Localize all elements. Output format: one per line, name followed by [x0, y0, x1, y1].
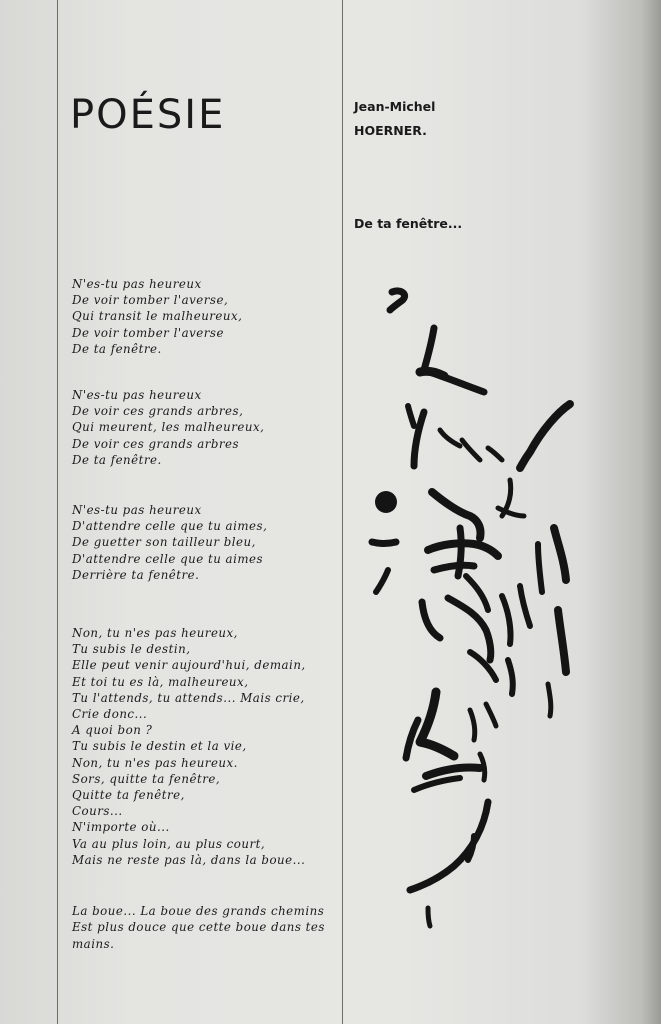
author-block — [354, 95, 435, 143]
poem-line: D'attendre celle que tu aimes — [72, 551, 264, 566]
poem-text — [72, 276, 340, 952]
calligraphic-brush-drawing — [362, 280, 592, 930]
poem-line: Non, tu n'es pas heureux. — [72, 755, 238, 770]
poem-line: Et toi tu es là, malheureux, — [72, 674, 249, 689]
poem-line: De voir ces grands arbres — [72, 436, 240, 451]
poem-line: De voir tomber l'averse — [72, 325, 224, 340]
poem-line: De guetter son tailleur bleu, — [72, 535, 256, 550]
poem-line: Tu subis le destin et la vie, — [72, 739, 247, 754]
poem-line: mains. — [72, 936, 115, 951]
poem-line: De ta fenêtre. — [72, 452, 162, 467]
column-divider — [342, 0, 343, 1024]
stanza-1 — [72, 276, 340, 357]
stanza-5 — [72, 903, 340, 952]
stanza-2 — [72, 387, 340, 468]
poem-line: D'attendre celle que tu aimes, — [72, 519, 268, 534]
poem-line: La boue... La boue des grands chemins — [72, 904, 325, 919]
poem-line: Mais ne reste pas là, dans la boue... — [72, 852, 306, 867]
poem-line: Quitte ta fenêtre, — [72, 788, 185, 803]
poem-line: N'es-tu pas heureux — [72, 277, 202, 291]
left-rule — [57, 0, 58, 1024]
poem-line: De voir ces grands arbres, — [72, 404, 244, 419]
poem-line: Cours... — [72, 804, 123, 819]
poem-line: N'es-tu pas heureux — [72, 388, 202, 403]
poem-line: Derrière ta fenêtre. — [72, 567, 200, 582]
poem-line: Non, tu n'es pas heureux, — [72, 626, 238, 641]
poem-line: N'es-tu pas heureux — [72, 503, 202, 518]
poem-line: A quoi bon ? — [72, 723, 153, 738]
poem-line: Qui transit le malheureux, — [72, 309, 243, 324]
poem-line: Qui meurent, les malheureux, — [72, 420, 265, 435]
stanza-4 — [72, 625, 340, 868]
poem-title: De ta fenêtre... — [354, 216, 463, 231]
poem-line: Est plus douce que cette boue dans tes — [72, 920, 325, 935]
poem-line: Elle peut venir aujourd'hui, demain, — [72, 658, 306, 673]
author-last-name: HOERNER. — [354, 123, 427, 138]
poem-line: Crie donc... — [72, 707, 148, 722]
poem-line: Va au plus loin, au plus court, — [72, 836, 266, 851]
poem-line: Tu l'attends, tu attends... Mais crie, — [72, 690, 305, 705]
poem-line: De ta fenêtre. — [72, 341, 162, 356]
poem-line: Sors, quitte ta fenêtre, — [72, 771, 221, 786]
poem-line: N'importe où... — [72, 820, 170, 835]
page-title: POÉSIE — [70, 92, 226, 138]
author-first-name: Jean-Michel — [354, 99, 436, 114]
stanza-3 — [72, 502, 340, 583]
poem-line: Tu subis le destin, — [72, 642, 191, 657]
poem-line: De voir tomber l'averse, — [72, 293, 229, 308]
